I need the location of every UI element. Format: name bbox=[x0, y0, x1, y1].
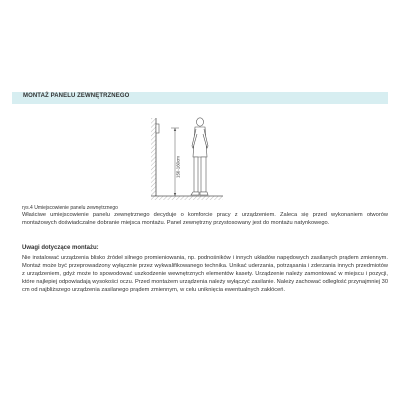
section-title: MONTAŻ PANELU ZEWNĘTRZNEGO bbox=[23, 93, 130, 99]
notes-heading: Uwagi dotyczące montażu: bbox=[22, 245, 99, 251]
figure-caption: rys.4 Umiejscowienie panelu zewnętrznego bbox=[22, 205, 118, 211]
panel-device bbox=[156, 124, 159, 133]
notes-paragraph: Nie instalować urządzenia blisko źródeł silnego promieniowania, np. podnośników i innych układów napędowych zasilanych prądem zmiennym. Montaż może być przeprowadzony wyłącznie przez wykwalifikowanego technika. Unikać uderzania, potrząsania i zderzania innych przedmiotów z urządzeniem, gdyż może to spowodować uszkodzenie wewnętrznych elementów kasety. Urządzenie należy zamontować w miejscu i pozycji, które najlepiej odpowiadają wysokości oczu. Przed montażem urządzenia należy wyłączyć zasilanie. Należy zachować odległość przynajmniej 30 cm od najbliższego urządzenia zasilanego prądem zmiennym, w celu uniknięcia ewentualnych zakłóceń. bbox=[22, 255, 388, 293]
floor-hatching bbox=[151, 196, 223, 200]
height-label: 150-160cm bbox=[175, 156, 181, 178]
person-figure bbox=[191, 118, 208, 195]
intro-paragraph: Właściwe umiejscowienie panelu zewnętrznego decyduje o komforcie pracy z urządzeniem. Zaleca się przed wykonaniem otworów montażowych doświadczalne dobranie miejsca montażu. Panel zewnętrzny przystosowany jest do montażu natynkowego. bbox=[22, 212, 388, 226]
mounting-illustration bbox=[145, 112, 235, 202]
wall-hatching bbox=[151, 118, 156, 196]
section-header-bar bbox=[12, 92, 388, 104]
